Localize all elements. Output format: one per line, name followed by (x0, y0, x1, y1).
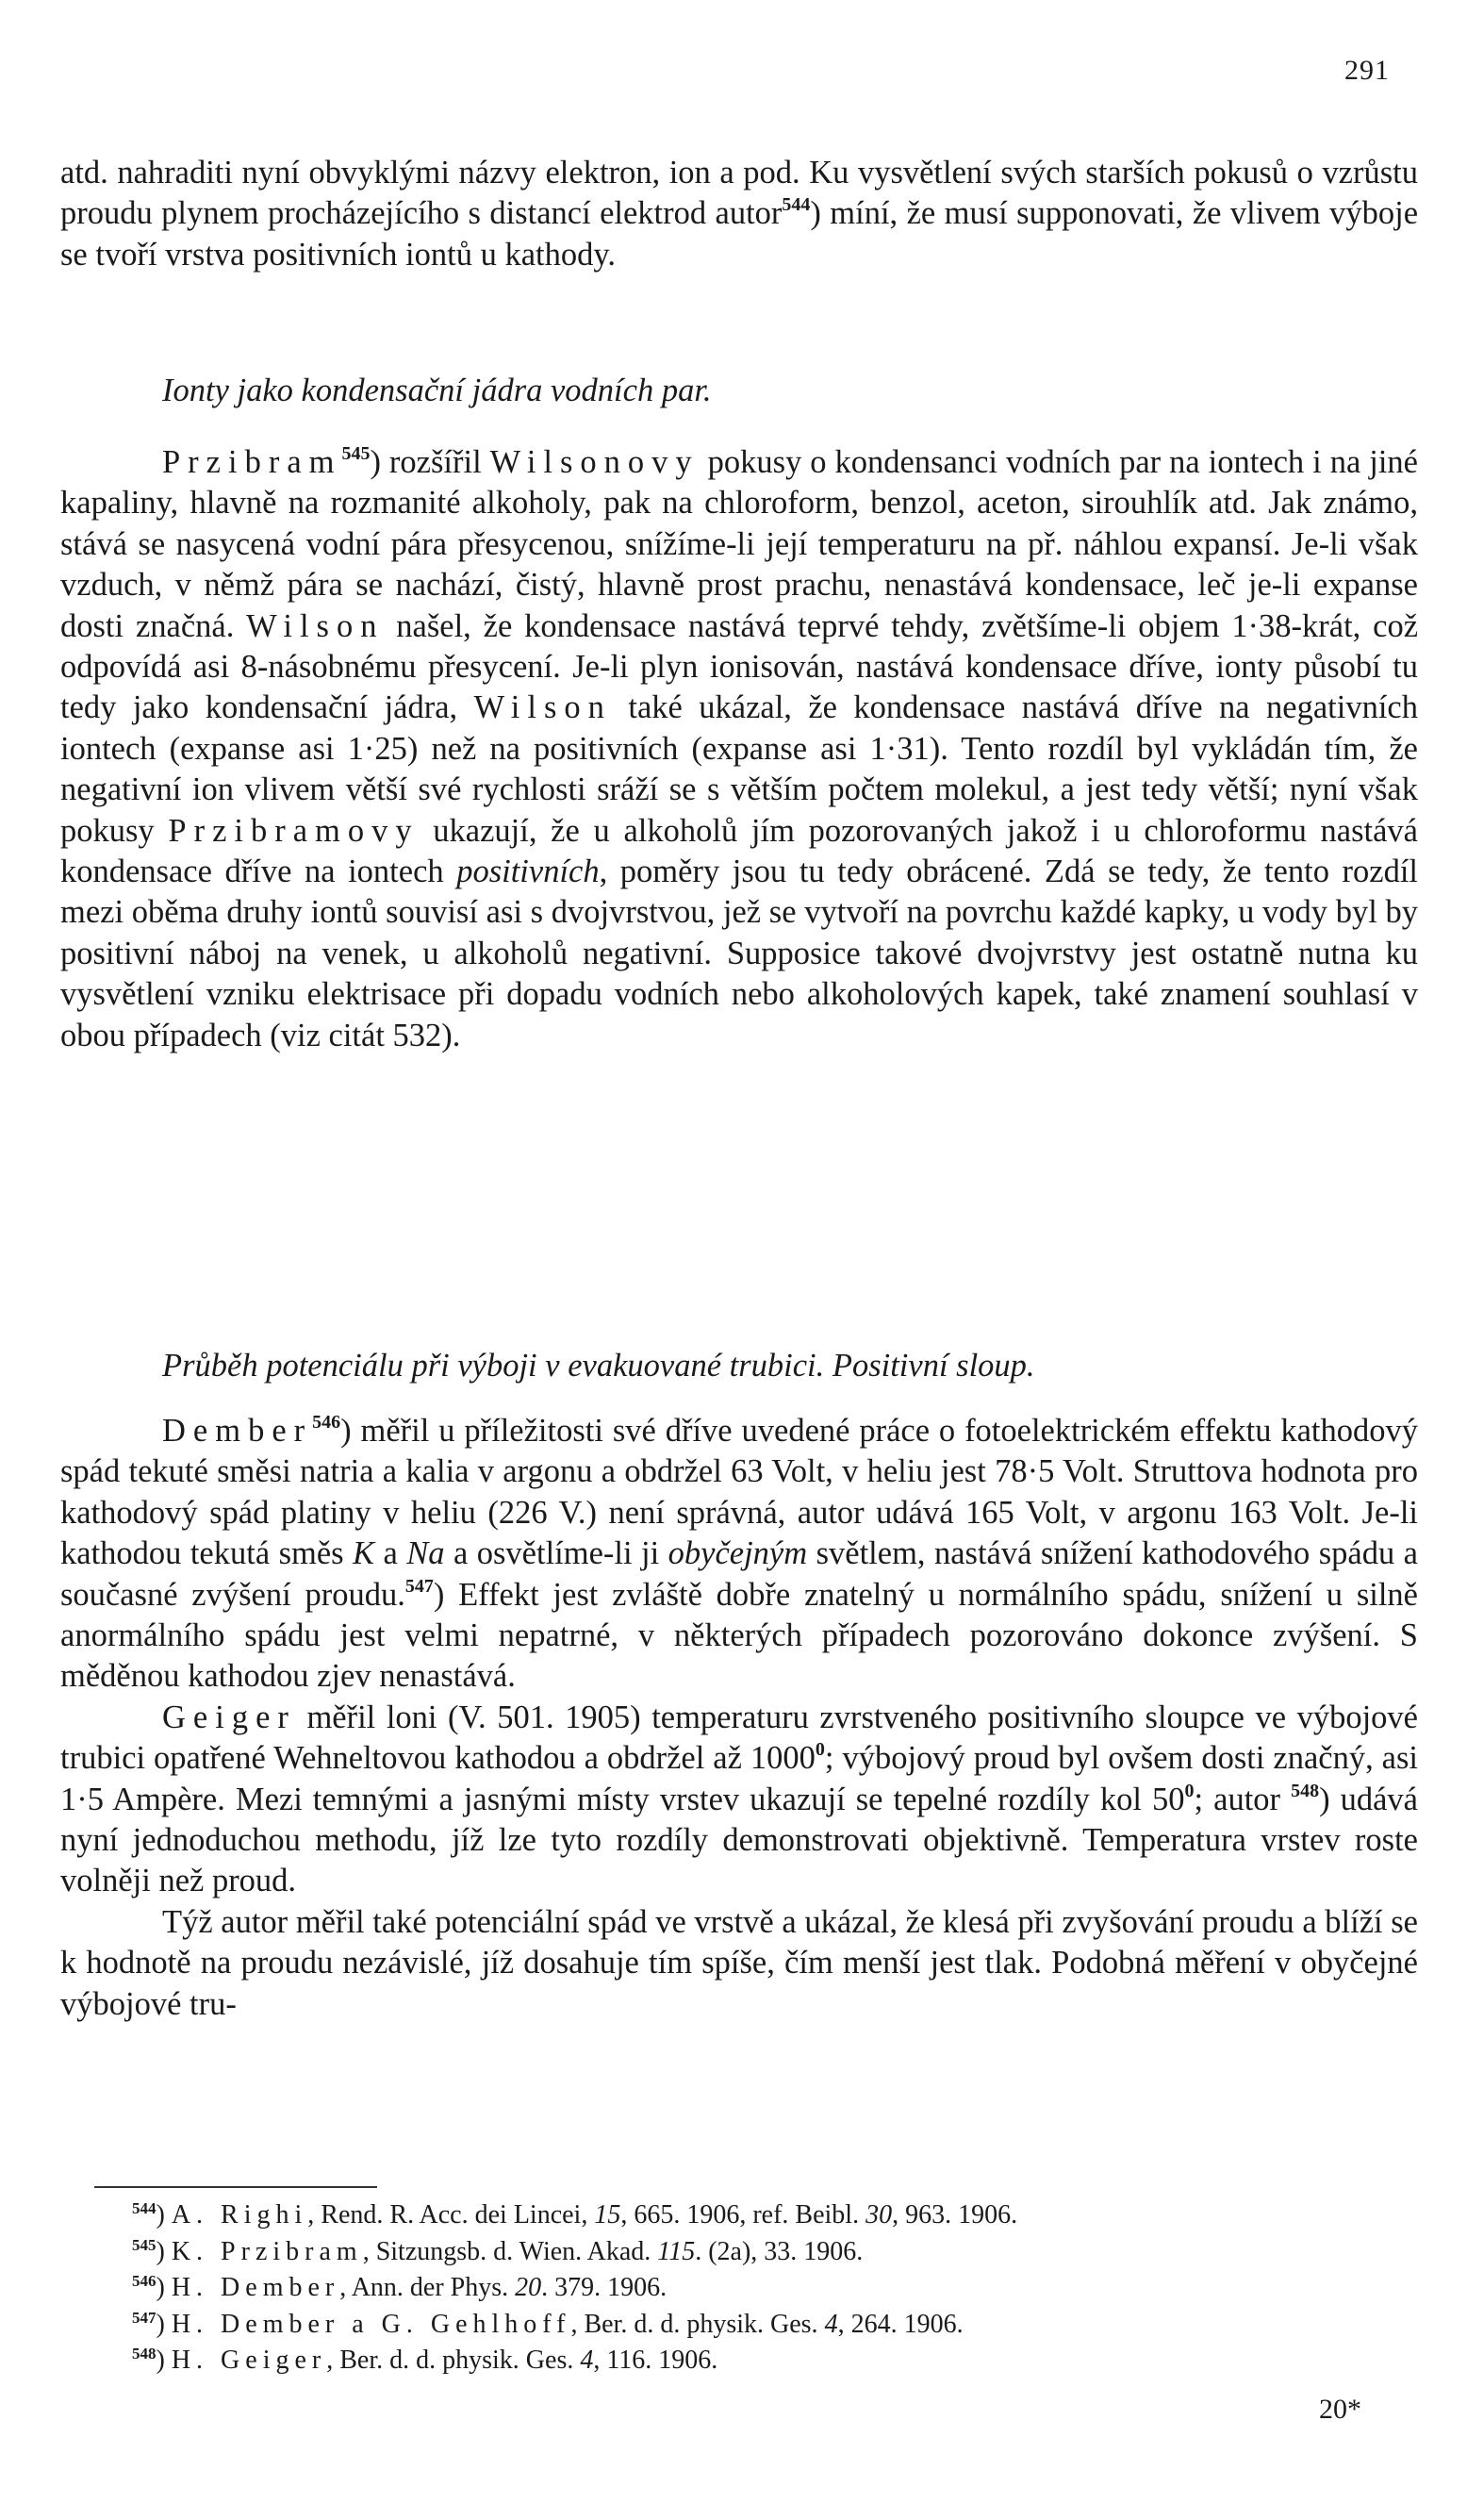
author-dember: Dember (162, 1413, 313, 1449)
footnote-544: $^{544}$) A. Righi, Rend. R. Acc. dei Lincei, 15, 665. 1906, ref. Beibl. 30, 963. 1906. (132, 2199, 1018, 2230)
footnote-ref-544: 544 (782, 194, 811, 216)
page-number: 291 (1344, 55, 1390, 86)
author-przibram: Przibram (162, 444, 342, 480)
paragraph-2: Przibram$^{545}$) rozšířil Wilsonovy pokusy o kondensanci vodních par na iontech i na jiné kapaliny, hlavně na rozmanité alkoholy, pak na chloroform, benzol, aceton, sirouhlík atd. Jak známo, stává se nasycená vodní pára přesycenou, snížíme-li její temperaturu na př. náhlou expansí. Je-li však vzduch, v němž pára se nachází, čistý, hlavně prost prachu, nenastává kondensace, leč je-li expanse dosti značná. Wilson našel, že kondensace nastává teprvé tehdy, zvětšíme-li objem 1·38-krát, což odpovídá asi 8-násobnému přesycení. Je-li plyn ionisován, nastává kondensace dříve, ionty působí tu tedy jako kondensační jádra, Wilson také ukázal, že kondensace nastává dříve na negativních iontech (expanse asi 1·25) než na positivních (expanse asi 1·31). Tento rozdíl byl vykládán tím, že negativní ion vlivem větší své rychlosti sráží se s větším počtem molekul, a jest tedy větší; nyní však pokusy Przibramovy ukazují, že u alkoholů jím pozorovaných jakož i u chloroformu nastává kondensace dříve na iontech positivních, poměry jsou tu tedy obrácené. Zdá se tedy, že tento rozdíl mezi oběma druhy iontů souvisí asi s dvojvrstvou, jež se vytvoří na povrchu každé kapky, u vody byl by positivní náboj na venek, u alkoholů negativní. Supposice takové dvojvrstvy jest ostatně nutna ku vysvětlení vzniku elektrisace při dopadu vodních nebo alkoholových kapek, také znamení souhlasí v obou případech (viz citát 532). (60, 443, 1419, 1053)
footnotes (132, 2197, 1433, 2379)
paragraph-5: Týž autor měřil také potenciální spád ve vrstvě a ukázal, že klesá při zvyšování proudu a blíží se k hodnotě na proudu nezávislé, jíž dosahuje tím spíše, čím menší jest tlak. Podobná měření v obyčejné výbojové tru- (60, 1903, 1418, 2022)
section-heading-ions: Ionty jako kondensační jádra vodních par. (162, 373, 712, 408)
footnote-ref-548: 548 (1291, 1780, 1320, 1801)
footnote-545: $^{545}$) K. Przibram, Sitzungsb. d. Wien. Akad. 115. (2a), 33. 1906. (132, 2235, 864, 2266)
footnote-548: $^{548}$) H. Geiger, Ber. d. d. physik. Ges. 4, 116. 1906. (132, 2345, 718, 2375)
footnote-547: $^{547}$) H. Dember a G. Gehlhoff, Ber. d. d. physik. Ges. 4, 264. 1906. (132, 2308, 964, 2339)
paragraph-3: Dember$^{546}$) měřil u příležitosti své dříve uvedené práce o fotoelektrickém effektu kathodový spád tekuté směsi natria a kalia v argonu a obdržel 63 Volt, v heliu jest 78·5 Volt. Struttova hodnota pro kathodový spád platiny v heliu (226 V.) není správná, autor udává 165 Volt, v argonu 163 Volt. Je-li kathodou tekutá směs K a Na a osvětlíme-li ji obyčejným světlem, nastává snížení kathodového spádu a současné zvýšení proudu.$^{547}$) Effekt jest zvláště dobře znatelný u normálního spádu, snížení u silně anormálního spádu jest velmi nepatrné, v některých případech pozorováno dokonce zvýšení. S měděnou kathodou zjev nenastává. Geiger měřil loni (V. 501. 1905) temperaturu zvrstveného positivního sloupce ve výbojové trubici opatřené Wehneltovou kathodou a obdržel až 1000$^0$; výbojový proud byl ovšem dosti značný, asi 1·5 Ampère. Mezi temnými a jasnými místy vrstev ukazují se tepelné rozdíly kol $50^0$; autor $^{548}$) udává nyní jednoduchou methodu, jíž lze tyto rozdíly demonstrovati objektivně. Temperatura vrstev roste volněji než proud. Týž autor měřil také potenciální spád ve vrstvě a ukázal, že klesá při zvyšování proudu a blíží se k hodnotě na proudu nezávislé, jíž dosahuje tím spíše, čím menší jest tlak. Podobná měření v obyčejné výbojové tru- (60, 1411, 1418, 2025)
paragraph-1: atd. nahraditi nyní obvyklými názvy elektron, ion a pod. Ku vysvětlení svých starších pokusů o vzrůstu proudu plynem procházejícího s distancí elektrod autor$^{544}$) míní, že musí supponovati, že vlivem výboje se tvoří vrstva positivních iontů u kathody. (60, 155, 1419, 273)
footnote-ref-545: 545 (341, 443, 371, 464)
paragraph-4: Geiger měřil loni (V. 501. 1905) temperaturu zvrstveného positivního sloupce ve výbojové trubici opatřené Wehneltovou kathodou a obdržel až 1000$^0$; výbojový proud byl ovšem dosti značný, asi 1·5 Ampère. Mezi temnými a jasnými místy vrstev ukazují se tepelné rozdíly kol $50^0$; autor $^{548}$) udává nyní jednoduchou methodu, jíž lze tyto rozdíly demonstrovati objektivně. Temperatura vrstev roste volněji než proud. (60, 1699, 1418, 1899)
footnote-546: $^{546}$) H. Dember, Ann. der Phys. 20. 379. 1906. (132, 2272, 668, 2302)
section-heading-potential: Průběh potenciálu při výboji v evakuované trubici. Positivní sloup. (162, 1348, 1035, 1384)
footnote-ref-546: 546 (312, 1412, 341, 1433)
signature-mark: 20* (1319, 2394, 1361, 2425)
author-geiger: Geiger (162, 1699, 296, 1735)
footnote-ref-547: 547 (404, 1575, 434, 1597)
footnote-rule (94, 2186, 377, 2188)
